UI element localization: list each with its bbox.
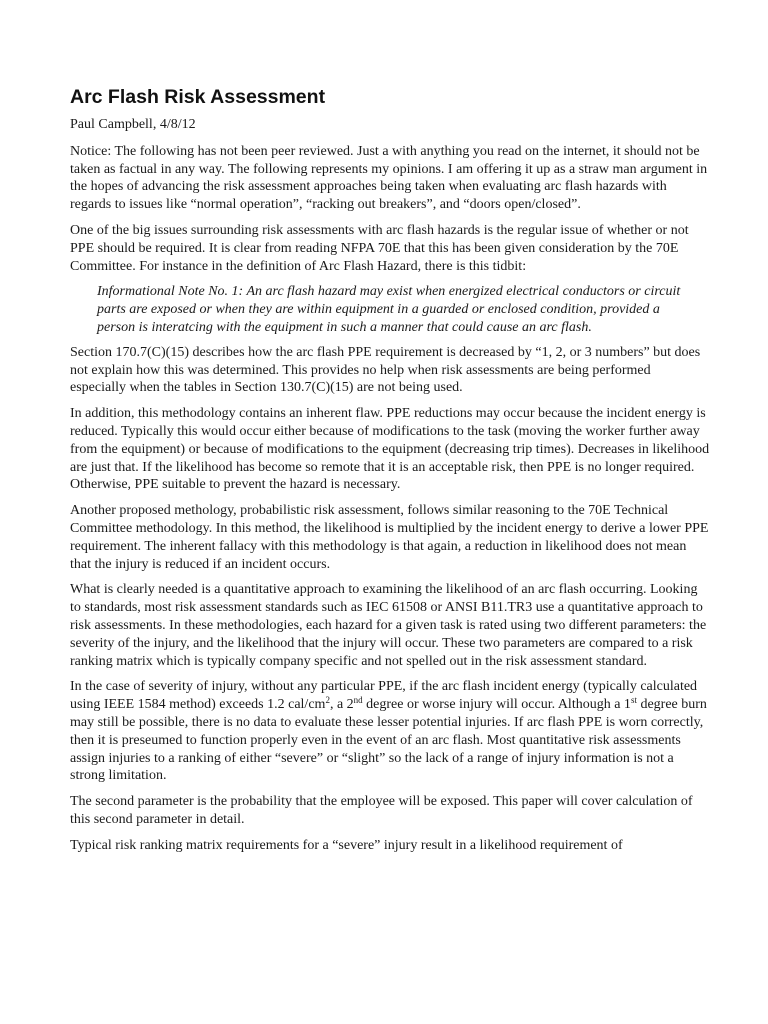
risk-matrix-paragraph: Typical risk ranking matrix requirements for a “severe” injury result in a likelihood requirement of <box>70 837 623 853</box>
notice-paragraph: Notice: The following has not been peer reviewed. Just a with anything you read on the internet, it should not be taken as factual in any way. The following represents my opinions. I am offering it up as a straw man argument in the hopes of advancing the risk assessment approaches being taken when evaluating arc flash hazards with regards to issues like “normal operation”, “racking out breakers”, and “doors open/closed”. <box>70 143 708 213</box>
quantitative-approach-paragraph: What is clearly needed is a quantitative approach to examining the likelihood of an arc flash occurring. Looking to standards, most risk assessment standards such as IEC 61508 or ANSI B11.TR3 use a quantitative approach to risk assessments. In these methodologies, each hazard for a given task is rated using two different parameters: the severity of the injury, and the likelihood that the injury will occur. These two parameters are compared to a risk ranking matrix which is typically company specific and not spelled out in the risk assessment standard. <box>70 582 707 669</box>
superscript-st: st <box>630 695 637 706</box>
methodology-flaw-paragraph: In addition, this methodology contains an inherent flaw. PPE reductions may occur because the incident energy is reduced. Typically this would occur either because of modifications to the task (moving the worker further away from the equipment) or because of modifications to the equipment (decreasing trip times). Decreases in likelihood are just that. If the likelihood has become so remote that it is an acceptable risk, then PPE is no longer required. Otherwise, PPE suitable to prevent the hazard is necessary. <box>70 406 710 493</box>
author-date-line: Paul Campbell, 4/8/12 <box>70 117 196 132</box>
severity-text-c: degree or worse injury will occur. Although a 1 <box>362 697 631 713</box>
intro-paragraph: One of the big issues surrounding risk assessments with arc flash hazards is the regular issue of whether or not PPE should be required. It is clear from reading NFPA 70E that this has been given consideration by the 70E Committee. For instance in the definition of Arc Flash Hazard, there is this tidbit: <box>70 222 689 274</box>
superscript-2: 2 <box>325 695 330 706</box>
severity-text-d: degree burn may still be possible, there is no data to evaluate these lesser potential injuries. If arc flash PPE is worn correctly, then it is preseumed to function properly even in the event of an arc flash. Most quantitative risk assessments assign injuries to a ranking of either “severe” or “slight” so the lack of a range of injury information is not a strong limitation. <box>70 697 707 784</box>
probabilistic-paragraph: Another proposed methology, probabilistic risk assessment, follows similar reasoning to the 70E Technical Committee methodology. In this method, the likelihood is multiplied by the incident energy to derive a lower PPE requirement. The inherent fallacy with this methodology is that again, a reduction in likelihood does not mean that the injury is reduced if an incident occurs. <box>70 503 709 572</box>
severity-paragraph <box>70 678 710 785</box>
severity-text-a: In the case of severity of injury, without any particular PPE, if the arc flash incident energy (typically calculated using IEEE 1584 method) exceeds 1.2 cal/cm <box>70 679 698 713</box>
superscript-nd: nd <box>353 695 363 706</box>
document-title: Arc Flash Risk Assessment <box>70 86 326 108</box>
probability-paragraph: The second parameter is the probability that the employee will be exposed. This paper will cover calculation of this second parameter in detail. <box>70 794 693 827</box>
document-page <box>70 84 710 862</box>
informational-note-quote: Informational Note No. 1: An arc flash hazard may exist when energized electrical conductors or circuit parts are exposed or when they are within equipment in a guarded or enclosed condition, provided a person is interatcing with the equipment in such a manner that could cause an arc flash. <box>97 284 681 335</box>
severity-text-b: , a 2 <box>329 697 354 713</box>
section-paragraph: Section 170.7(C)(15) describes how the arc flash PPE requirement is decreased by “1, 2, or 3 numbers” but does not explain how this was determined. This provides no help when risk assessments are being performed especially when the tables in Section 130.7(C)(15) are not being used. <box>70 344 701 396</box>
